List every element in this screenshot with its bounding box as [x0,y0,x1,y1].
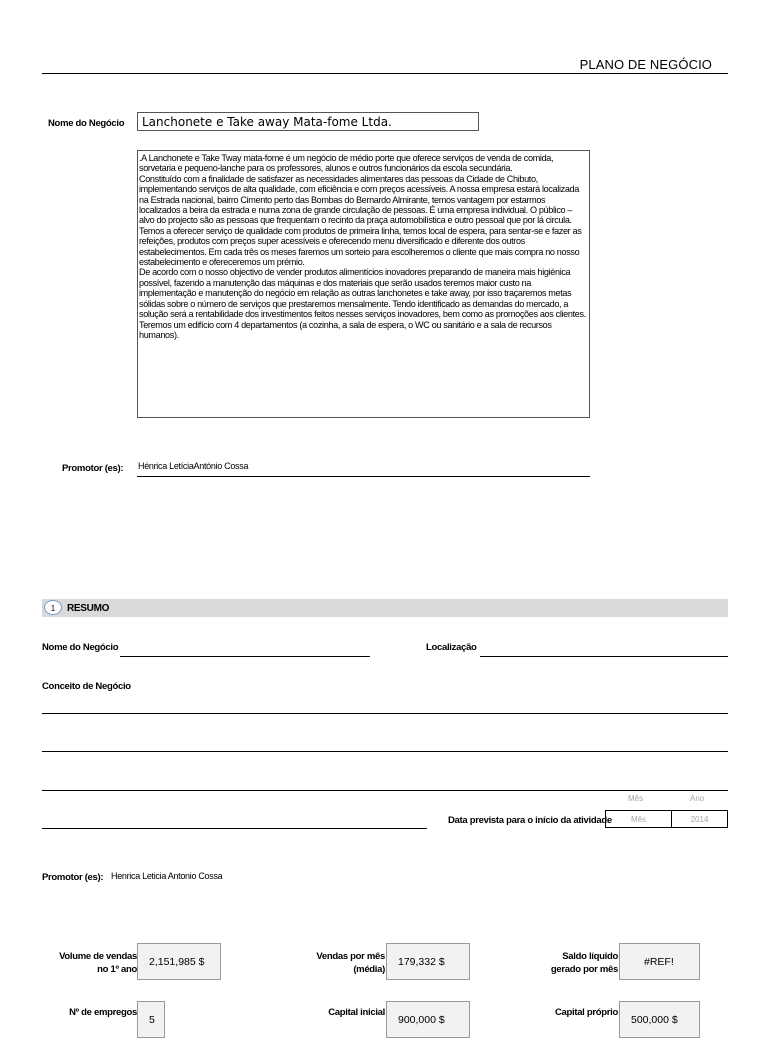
initial-capital-label: Capital inicial [328,1007,385,1018]
net-balance-label-line-1: Saldo líquido [562,951,618,962]
business-name-label: Nome do Negócio [48,118,125,129]
monthly-sales-label-line-2: (média) [353,964,385,975]
concept-line-4[interactable] [42,828,427,829]
sales-volume-label-line-2: no 1º ano [97,964,137,975]
business-description-field[interactable] [137,150,590,418]
sales-volume-value: 2,151,985 $ [137,943,221,980]
net-balance-label [525,950,618,976]
resumo-name-label: Nome do Negócio [42,642,119,653]
start-month-field[interactable]: Mês [605,810,672,828]
promoter-underline [137,476,590,477]
year-header: Ano [690,794,705,803]
location-label: Localização [426,642,477,653]
resumo-section-bar [42,599,728,617]
monthly-sales-value: 179,332 $ [386,943,470,980]
description-paragraph-2: Constituído com a finalidade de satisfazer as necessidades alimentares das pessoas da Cidade de Chibuto, implementando serviços de alta qualidade, com eficiência e com preços acessíveis. A nossa empresa estará localizada na Estrada nacional, bairro Cimento perto das Bombas do Bernardo Almirante, temos vantagem por estarmos localizados a beira da estrada e numa zona de grande circulação de pessoas. É uma empresa individual. O público – alvo do projecto são as pessoas que frequentam o recinto da praça automobilística e outro pessoal que por lá circula. Temos a oferecer serviço de qualidade com produtos de primeira linha, temos local de espera, para sentar-se e fazer as refeições, produtos com preços super acessíveis e oferecendo menu diversificado e diferente dos outros estabelecimentos. Em cada três os meses faremos um sorteio para escolheremos o cliente que mais compra no nosso estabelecimento e ofereceremos um prémio. [139,173,582,268]
resumo-promoter-label: Promotor (es): [42,872,104,883]
description-paragraph-1: .A Lanchonete e Take Tway mata-fome é um negócio de médio porte que oferece serviços de venda de comida, sorvetaria e pequeno-lanche para os professores, alunos e outros funcionários da escola secundária. [139,153,554,174]
net-balance-label-line-2: gerado por mês [550,964,618,975]
initial-capital-value: 900,000 $ [386,1001,470,1038]
promoter-field[interactable]: Hénrica LetíciaAntónio Cossa [138,461,249,471]
sales-volume-label-line-1: Volume de vendas [59,951,137,962]
monthly-sales-label-line-1: Vendas por mês [316,951,385,962]
resumo-name-field[interactable] [120,656,370,657]
description-paragraph-4: Teremos um edifício com 4 departamentos (a cozinha, a sala de espera, o WC ou sanitário e a sala de recursos humanos). [139,319,552,340]
promoter-label: Promotor (es): [62,463,124,474]
header-rule [42,73,728,74]
concept-line-3[interactable] [42,790,728,791]
description-paragraph-3: De acordo com o nosso objectivo de vender produtos alimentícios inovadores preparando de maneira mais higiénica possível, fazendo a manutenção das máquinas e dos materiais que serão usados teremos maior custo na implementação e manutenção do negócio em relação as outras lanchonetes e take away, por isso traçaremos metas sólidas sobre o número de serviços que prestaremos mensalmente. Tendo identificado as demandas do mercado, a solução será a rentabilidade dos investimentos feitos nesses serviços inovadores, bem como as promoções aos clientes. [139,267,586,320]
location-field[interactable] [480,656,728,657]
business-name-field[interactable]: Lanchonete e Take away Mata-fome Ltda. [137,112,479,131]
start-year-field[interactable]: 2014 [671,810,728,828]
concept-line-1[interactable] [42,713,728,714]
resumo-section-title: RESUMO [67,603,110,614]
concept-label: Conceito de Negócio [42,681,131,692]
own-capital-label: Capital próprio [554,1007,618,1018]
section-number-badge: 1 [44,600,62,615]
jobs-value: 5 [137,1001,165,1038]
document-title: PLANO DE NEGÓCIO [579,57,712,72]
jobs-label: Nº de empregos [69,1007,137,1018]
concept-line-2[interactable] [42,751,728,752]
start-date-label: Data prevista para o início da atividade [448,815,612,826]
net-balance-value: #REF! [619,943,700,980]
month-header: Mês [628,794,644,803]
own-capital-value: 500,000 $ [619,1001,700,1038]
resumo-promoter-field[interactable]: Henrica Leticia Antonio Cossa [111,871,223,881]
monthly-sales-label [290,950,385,976]
sales-volume-label [40,950,137,976]
